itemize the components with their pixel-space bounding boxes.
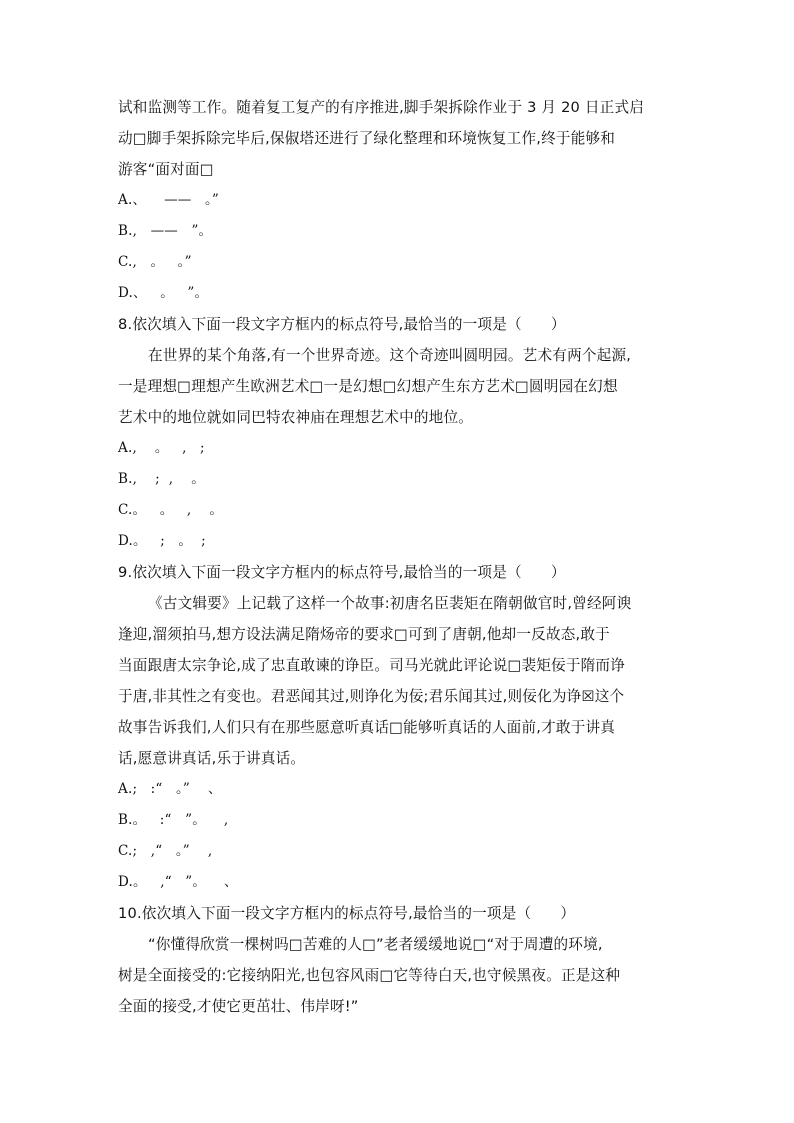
passage-line: 试和监测等工作。随着复工复产的有序推进,脚手架拆除作业于 3 月 20 日正式启 xyxy=(118,99,645,116)
option-c: C.; ,“ 。” , xyxy=(118,843,213,859)
option-c: C., 。 。” xyxy=(118,254,192,270)
passage-line: 《古文辑要》上记载了这样一个故事:初唐名臣裴矩在隋朝做官时,曾经阿谀 xyxy=(148,595,632,612)
question-stem xyxy=(118,898,678,929)
passage-line: 于唐,非其性之有变也。君恶闻其过,则诤化为佞;君乐闻其过,则佞化为诤☒这个 xyxy=(118,688,625,705)
option-b: B., ; , 。 xyxy=(118,471,205,487)
question-stem xyxy=(118,557,678,588)
option-d: D.。 ,“ ”。 、 xyxy=(118,874,238,890)
question-7-continuation xyxy=(118,92,678,309)
question-text: 8.依次填入下面一段文字方框内的标点符号,最恰当的一项是 xyxy=(118,316,508,333)
passage-line: 一是理想□理想产生欧洲艺术□一是幻想□幻想产生东方艺术□圆明园在幻想 xyxy=(118,378,618,395)
passage-line: 动□脚手架拆除完毕后,保俶塔还进行了绿化整理和环境恢复工作,终于能够和 xyxy=(118,130,616,147)
option-d: D.、 。 ”。 xyxy=(118,285,209,301)
passage-line: “你懂得欣赏一棵树吗□苦难的人□”老者缓缓地说□“对于周遭的环境, xyxy=(148,936,603,953)
option-b: B., —— ”。 xyxy=(118,223,213,239)
question-stem xyxy=(118,309,678,340)
answer-blank: （ ） xyxy=(507,316,566,333)
option-a: A., 。 , ; xyxy=(118,440,205,456)
passage-line: 游客“面对面□ xyxy=(118,161,214,178)
answer-blank: （ ） xyxy=(507,564,566,581)
option-b: B.。 :“ ”。 , xyxy=(118,812,229,828)
passage-line: 在世界的某个角落,有一个世界奇迹。这个奇迹叫圆明园。艺术有两个起源, xyxy=(148,347,632,364)
question-10 xyxy=(118,898,678,1022)
question-8 xyxy=(118,309,678,557)
option-a: A.; :“ 。” 、 xyxy=(118,781,222,797)
passage-line: 当面跟唐太宗争论,成了忠直敢谏的诤臣。司马光就此评论说□裴矩佞于隋而诤 xyxy=(118,657,626,674)
passage-line: 话,愿意讲真话,乐于讲真话。 xyxy=(118,750,306,767)
passage-line: 逢迎,溜须拍马,想方设法满足隋炀帝的要求□可到了唐朝,他却一反故态,敢于 xyxy=(118,626,610,643)
question-text: 10.依次填入下面一段文字方框内的标点符号,最恰当的一项是 xyxy=(118,905,517,922)
passage-line: 树是全面接受的:它接纳阳光,也包容风雨□它等待白天,也守候黑夜。正是这种 xyxy=(118,967,621,984)
passage-line: 艺术中的地位就如同巴特农神庙在理想艺术中的地位。 xyxy=(118,409,474,426)
question-text: 9.依次填入下面一段文字方框内的标点符号,最恰当的一项是 xyxy=(118,564,508,581)
option-d: D.。 ; 。 ; xyxy=(118,533,206,549)
answer-blank: （ ） xyxy=(516,905,576,922)
option-a: A.、 —— 。” xyxy=(118,192,220,208)
exam-page xyxy=(118,92,678,1022)
passage-line: 故事告诉我们,人们只有在那些愿意听真话□能够听真话的人面前,才敢于讲真 xyxy=(118,719,616,736)
passage-line: 全面的接受,才使它更茁壮、伟岸呀!” xyxy=(118,998,359,1015)
question-9 xyxy=(118,557,678,898)
option-c: C.。 。 , 。 xyxy=(118,502,224,518)
